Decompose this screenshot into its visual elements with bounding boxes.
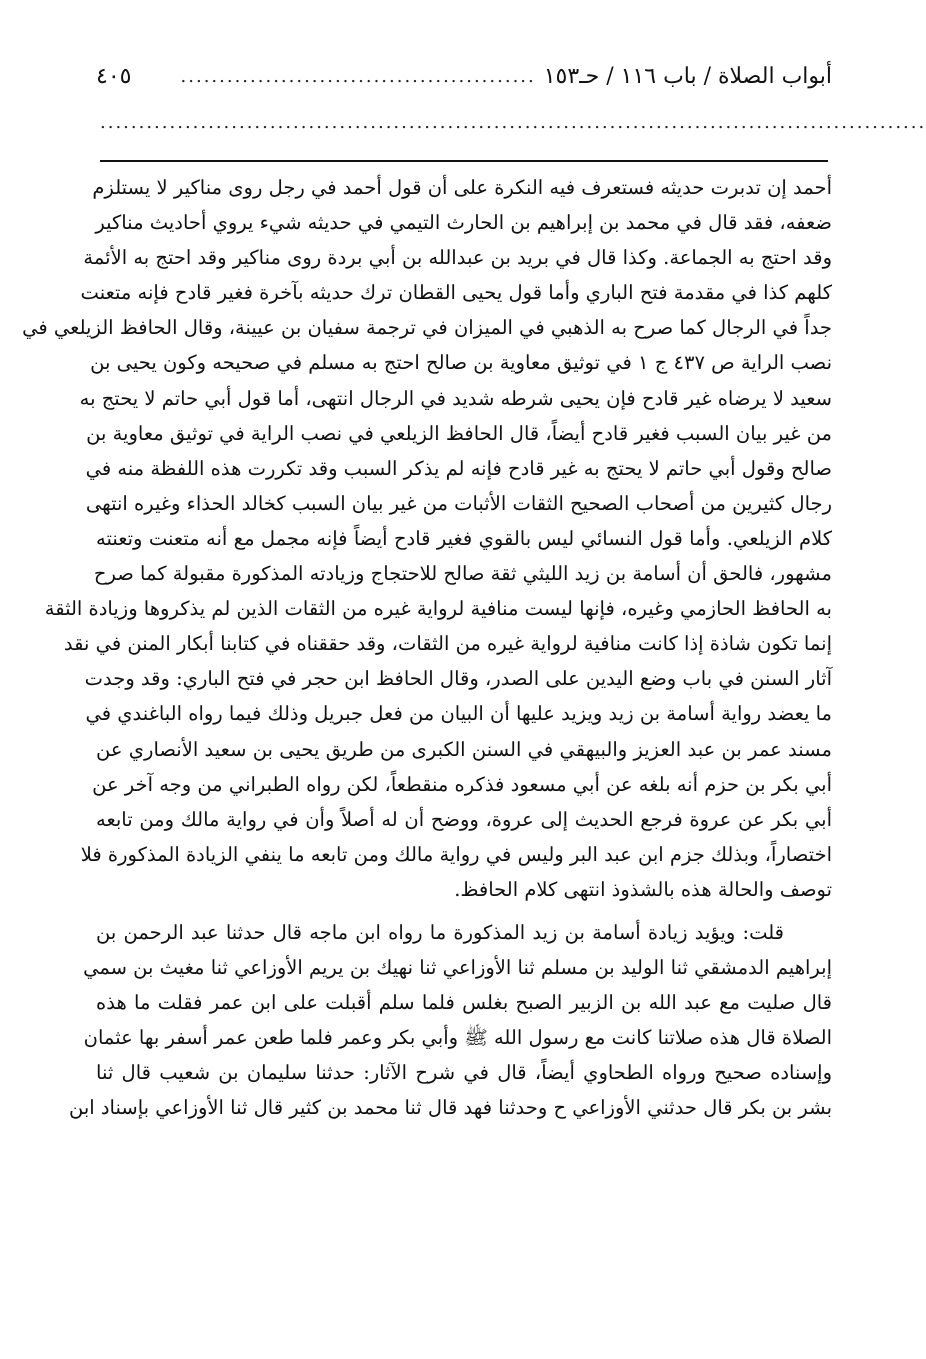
text-line: اختصاراً، وبذلك جزم ابن عبد البر وليس في رواية مالك ومن تابعه ما ينفي الزيادة المذكورة فلا	[80, 842, 832, 866]
text-line: مشهور، فالحق أن أسامة بن زيد الليثي ثقة صالح للاحتجاج وزيادته المذكورة مقبولة كما صرح	[93, 562, 832, 586]
text-line: أحمد إن تدبرت حديثه فستعرف فيه النكرة على أن قول أحمد في رجل روى مناكير لا يستلزم	[92, 176, 832, 199]
header-leader-dots: ..............................................	[180, 65, 536, 87]
text-line: به الحافظ الحازمي وغيره، فإنها ليست منافية لرواية غيره من الثقات الذين لم يذكروها وزيادة الثقة	[44, 597, 832, 621]
text-line: إنما تكون شاذة إذا كانت منافية لرواية غيره من الثقات، وقد حققناه في كتابنا أبكار المنن في نقد	[63, 632, 832, 656]
text-line: سعيد لا يرضاه غير قادح فإن يحيى شرطه شديد في الرجال انتهى، أما قول أبي حاتم لا يحتج به	[79, 386, 832, 410]
paragraph-1	[22, 170, 832, 907]
text-line: الصلاة قال هذه صلاتنا كانت مع رسول الله ﷺ وأبي بكر وعمر فلما طعن عمر أسفر بها عثمان	[83, 1026, 832, 1050]
text-line: جداً في الرجال كما صرح به الذهبي في الميزان في ترجمة سفيان بن عيينة، وقال الحافظ الزيلعي في	[22, 316, 832, 340]
text-line: قال صليت مع عبد الله بن الزبير الصبح بغلس فلما سلم أقبلت على ابن عمر فقلت ما هذه	[96, 991, 832, 1015]
text-line: توصف والحالة هذه بالشذوذ انتهى كلام الحافظ.	[454, 877, 832, 901]
text-line: من غير بيان السبب فغير قادح أيضاً، قال الحافظ الزيلعي في نصب الراية في توثيق معاوية بن	[86, 421, 832, 445]
text-line: قلت: ويؤيد زيادة أسامة بن زيد المذكورة ما رواه ابن ماجه قال حدثنا عبد الرحمن بن	[96, 920, 784, 944]
header-rule	[100, 160, 828, 162]
text-line: مسند عمر بن عبد العزيز والبيهقي في السنن الكبرى من طريق يحيى بن سعيد الأنصاري عن	[96, 737, 832, 761]
text-line: أبي بكر عن عروة فرجع الحديث إلى عروة، ووضح أن له أصلاً وأن في رواية مالك ومن تابعه	[96, 807, 832, 831]
header-title: أبواب الصلاة / باب ١١٦ / حـ١٥٣	[543, 63, 832, 89]
text-line: أبي بكر بن حزم أنه بلغه عن أبي مسعود فذكره منقطعاً، لكن رواه الطبراني من وجه آخر عن	[92, 772, 832, 796]
page-body	[22, 170, 832, 1126]
text-line: رجال كثيرين من أصحاب الصحيح الثقات الأثبات من غير بيان السبب كخالد الحذاء وغيره انتهى	[85, 491, 832, 515]
text-line: صالح وقول أبي حاتم لا يحتج به غير قادح فإنه لم يذكر السبب وقد تكررت هذه اللفظة منه في	[85, 456, 832, 480]
text-line: ما يعضد رواية أسامة بن زيد ويزيد عليها أن البيان من فعل جبريل وذلك فيما رواه الباغندي في	[85, 702, 832, 726]
paragraph-2	[68, 915, 832, 1126]
page-number: ٤٠٥	[96, 63, 132, 89]
text-line: بشر بن بكر قال حدثني الأوزاعي ح وحدثنا فهد قال ثنا محمد بن كثير قال ثنا الأوزاعي بإسناد ابن	[68, 1096, 832, 1120]
text-line: وإسناده صحيح ورواه الطحاوي أيضاً، قال في شرح الآثار: حدثنا سليمان بن شعيب قال ثنا	[96, 1061, 832, 1085]
text-line: آثار السنن في باب وضع اليدين على الصدر، وقال الحافظ ابن حجر في فتح الباري: وقد وجدت	[84, 667, 832, 691]
text-line: إبراهيم الدمشقي ثنا الوليد بن مسلم ثنا الأوزاعي ثنا نهيك بن يريم الأوزاعي ثنا مغيث بن سمي	[83, 956, 832, 980]
text-line: ضعفه، فقد قال في محمد بن إبراهيم بن الحارث التيمي في حديثه شيء يروي أحاديث مناكير	[95, 211, 832, 235]
text-line: كلهم كذا في مقدمة فتح الباري وأما قول يحيى القطان ترك حديثه بآخرة فغير قادح فإنه متعنت	[80, 281, 832, 305]
running-header	[96, 56, 832, 96]
text-line: نصب الراية ص ٤٣٧ ج ١ في توثيق معاوية بن صالح احتج به مسلم في صحيحه وكون يحيى بن	[90, 351, 832, 375]
footnote-dots-line: ...........................................................................................................	[100, 112, 926, 133]
text-line: وقد احتج به الجماعة. وكذا قال في بريد بن عبدالله بن أبي بردة روى مناكير وقد احتج به الأئمة	[83, 246, 832, 270]
paragraph-gap	[96, 907, 832, 915]
text-line: كلام الزيلعي. وأما قول النسائي ليس بالقوي فغير قادح أيضاً فإنه مجمل مع أنه متعنت وتعنته	[96, 526, 832, 550]
